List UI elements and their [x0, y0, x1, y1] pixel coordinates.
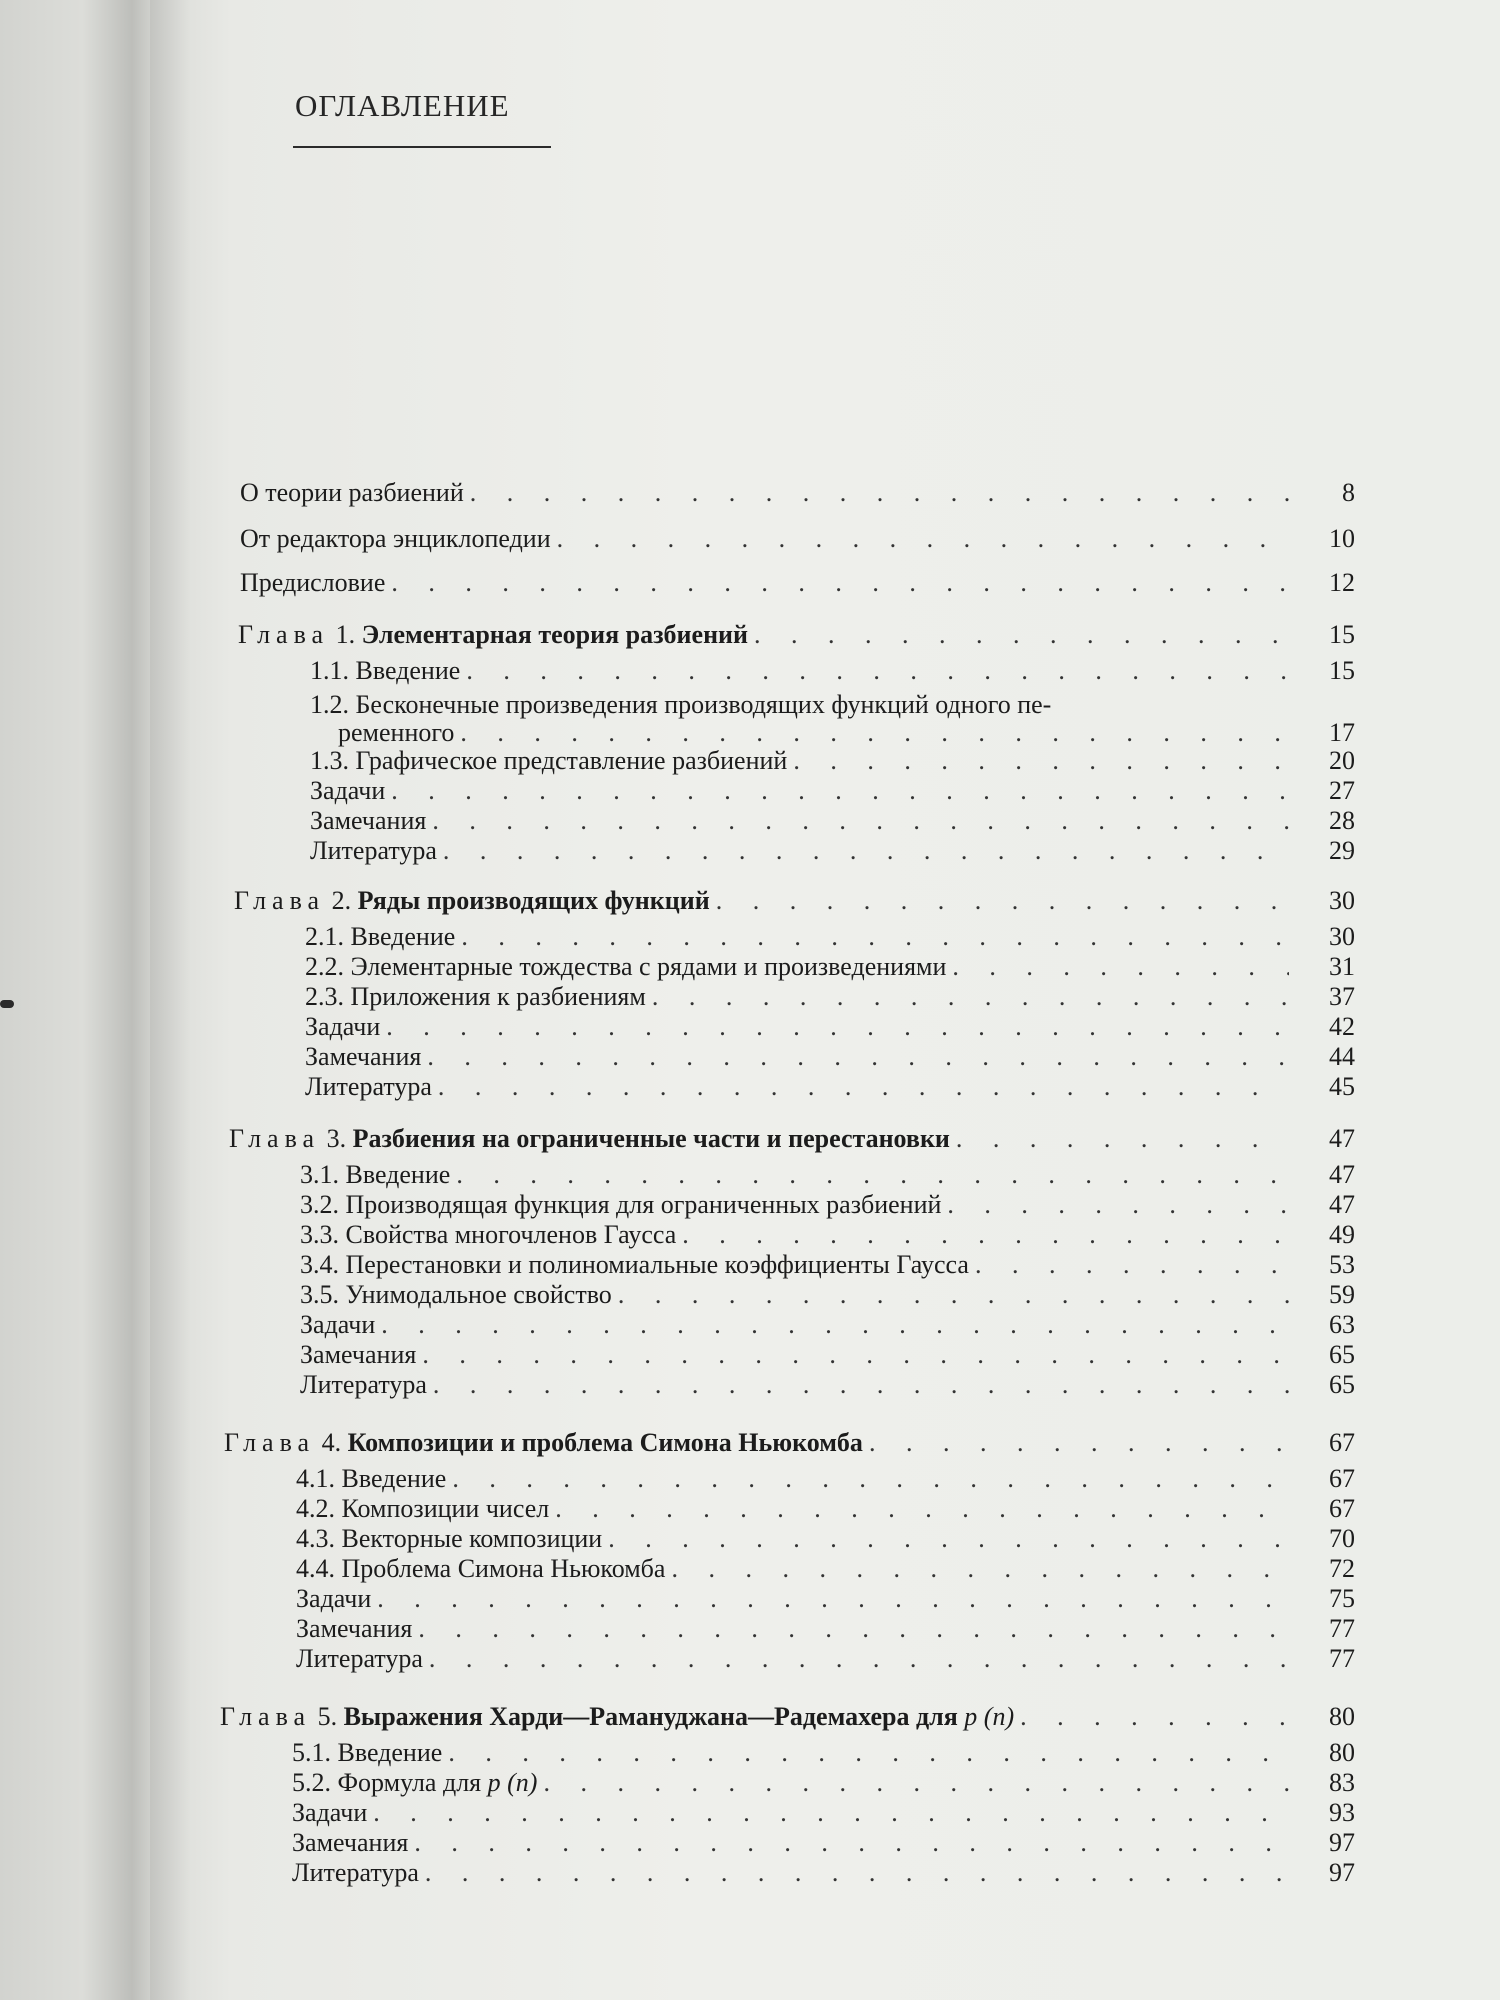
- entry-label: [240, 568, 385, 598]
- entry-label: [296, 1614, 412, 1644]
- dot-leader: [652, 982, 1289, 1012]
- dot-leader: [543, 1768, 1289, 1798]
- page-number: 63: [1329, 1310, 1355, 1339]
- chapter-prefix: Глава: [229, 1124, 321, 1153]
- dot-leader: [429, 1644, 1289, 1674]
- page-number: 47: [1329, 1160, 1355, 1189]
- page-number: 93: [1329, 1798, 1355, 1827]
- section-entry: [292, 1738, 1355, 1768]
- section-text: Литература: [296, 1644, 423, 1673]
- page-number: 75: [1329, 1584, 1355, 1613]
- page-number: 65: [1329, 1370, 1355, 1399]
- section-entry: [310, 690, 1355, 720]
- entry-label: [305, 1012, 380, 1042]
- entry-label: [240, 524, 551, 554]
- section-entry: [305, 922, 1355, 952]
- section-entry: [300, 1190, 1355, 1220]
- page-number: 77: [1329, 1614, 1355, 1643]
- dot-leader: [716, 886, 1289, 916]
- section-text: Задачи: [296, 1584, 372, 1613]
- dot-leader: [947, 1190, 1289, 1220]
- section-entry: [305, 1072, 1355, 1102]
- section-text: Замечания: [296, 1614, 413, 1643]
- page-number: 72: [1329, 1554, 1355, 1583]
- section-entry-continuation: [338, 718, 1355, 748]
- entry-label: [229, 1124, 950, 1154]
- dot-leader: [460, 718, 1289, 748]
- page-number: 27: [1329, 776, 1355, 805]
- dot-leader: [975, 1250, 1289, 1280]
- entry-label: [220, 1702, 1014, 1732]
- dot-leader: [956, 1124, 1289, 1154]
- section-text: 3.5. Унимодальное свойство: [300, 1280, 612, 1309]
- dot-leader: [461, 922, 1289, 952]
- section-entry: [310, 806, 1355, 836]
- page-number: 67: [1329, 1494, 1355, 1523]
- entry-label: [234, 886, 710, 916]
- entry-label: [292, 1828, 408, 1858]
- section-text: Задачи: [310, 776, 386, 805]
- chapter-number: 3.: [326, 1124, 347, 1153]
- dot-leader: [443, 836, 1289, 866]
- chapter-title: Ряды производящих функций: [357, 886, 710, 915]
- section-entry: [292, 1858, 1355, 1888]
- entry-label: [310, 690, 1051, 720]
- chapter-title: Элементарная теория разбиений: [361, 620, 749, 649]
- section-entry: [296, 1554, 1355, 1584]
- chapter-entry: [238, 620, 1355, 650]
- entry-label: [224, 1428, 863, 1458]
- section-text: 1.2. Бесконечные произведения производящих функций одного пе-: [310, 690, 1052, 719]
- page-number: 42: [1329, 1012, 1355, 1041]
- entry-text: От редактора энциклопедии: [240, 524, 551, 553]
- section-text: Замечания: [305, 1042, 422, 1071]
- chapter-number: 2.: [331, 886, 352, 915]
- section-entry: [292, 1768, 1355, 1798]
- chapter-prefix: Глава: [224, 1428, 316, 1457]
- page-number: 53: [1329, 1250, 1355, 1279]
- dot-leader: [433, 1370, 1289, 1400]
- chapter-prefix: Глава: [238, 620, 330, 649]
- entry-label: [296, 1464, 446, 1494]
- section-text: 2.2. Элементарные тождества с рядами и произведениями: [305, 952, 947, 981]
- entry-label: [292, 1768, 537, 1798]
- chapter-number: 1.: [335, 620, 356, 649]
- section-entry: [296, 1614, 1355, 1644]
- dot-leader: [432, 806, 1289, 836]
- entry-label: [305, 1072, 432, 1102]
- section-text: 2.1. Введение: [305, 922, 456, 951]
- page-number: 30: [1329, 886, 1355, 915]
- section-text: 5.2. Формула для: [292, 1768, 482, 1797]
- dot-leader: [438, 1072, 1289, 1102]
- section-text: 4.3. Векторные композиции: [296, 1524, 603, 1553]
- page-number: 44: [1329, 1042, 1355, 1071]
- entry-label: [296, 1554, 665, 1584]
- section-entry: [300, 1160, 1355, 1190]
- section-text: 3.4. Перестановки и полиномиальные коэффициенты Гаусса: [300, 1250, 969, 1279]
- section-text-cont: ременного: [338, 718, 455, 747]
- page-number: 37: [1329, 982, 1355, 1011]
- section-text: Задачи: [300, 1310, 376, 1339]
- section-entry: [310, 776, 1355, 806]
- page-number: 97: [1329, 1858, 1355, 1887]
- dot-leader: [952, 952, 1289, 982]
- chapter-prefix: Глава: [234, 886, 326, 915]
- entry-label: [300, 1190, 941, 1220]
- chapter-prefix: Глава: [220, 1702, 312, 1731]
- dot-leader: [373, 1798, 1289, 1828]
- dot-leader: [466, 656, 1289, 686]
- page-number: 45: [1329, 1072, 1355, 1101]
- page-number: 97: [1329, 1828, 1355, 1857]
- section-text: 1.1. Введение: [310, 656, 461, 685]
- chapter-title: Разбиения на ограниченные части и перестановки: [352, 1124, 950, 1153]
- page-number: 59: [1329, 1280, 1355, 1309]
- section-entry: [296, 1494, 1355, 1524]
- entry-label: [238, 620, 748, 650]
- page-number: 28: [1329, 806, 1355, 835]
- entry-label: [296, 1644, 423, 1674]
- page-number: 65: [1329, 1340, 1355, 1369]
- section-entry: [296, 1464, 1355, 1494]
- chapter-title-math: p (n): [964, 1702, 1015, 1731]
- entry-label: [310, 746, 787, 776]
- entry-label: [310, 776, 385, 806]
- section-text: 4.2. Композиции чисел: [296, 1494, 550, 1523]
- chapter-number: 5.: [317, 1702, 338, 1731]
- section-text: Задачи: [292, 1798, 368, 1827]
- section-text: 3.3. Свойства многочленов Гаусса: [300, 1220, 677, 1249]
- dot-leader: [377, 1584, 1289, 1614]
- dot-leader: [608, 1524, 1289, 1554]
- entry-label: [305, 1042, 421, 1072]
- dot-leader: [793, 746, 1289, 776]
- section-text: Замечания: [300, 1340, 417, 1369]
- page-number: 29: [1329, 836, 1355, 865]
- section-entry: [305, 982, 1355, 1012]
- page-number: 15: [1329, 656, 1355, 685]
- section-text: Литература: [305, 1072, 432, 1101]
- entry-label: [305, 982, 646, 1012]
- page-number: 67: [1329, 1464, 1355, 1493]
- page-number: 10: [1329, 524, 1355, 553]
- dot-leader: [418, 1614, 1289, 1644]
- entry-label: [300, 1310, 375, 1340]
- toc-entry: [240, 478, 1355, 508]
- page-number: 31: [1329, 952, 1355, 981]
- dot-leader: [869, 1428, 1289, 1458]
- entry-text: О теории разбиений: [240, 478, 464, 507]
- dot-leader: [671, 1554, 1289, 1584]
- entry-label: [300, 1340, 416, 1370]
- page-number: 15: [1329, 620, 1355, 649]
- section-text: Замечания: [310, 806, 427, 835]
- chapter-entry: [234, 886, 1355, 916]
- dot-leader: [452, 1464, 1289, 1494]
- dot-leader: [414, 1828, 1289, 1858]
- dot-leader: [618, 1280, 1289, 1310]
- dot-leader: [470, 478, 1289, 508]
- chapter-entry: [220, 1702, 1355, 1732]
- dot-leader: [1020, 1702, 1289, 1732]
- section-entry: [310, 836, 1355, 866]
- entry-label: [292, 1858, 419, 1888]
- chapter-number: 4.: [321, 1428, 342, 1457]
- dot-leader: [557, 524, 1289, 554]
- page-number: 49: [1329, 1220, 1355, 1249]
- chapter-entry: [229, 1124, 1355, 1154]
- entry-label: [296, 1494, 549, 1524]
- page-number: 70: [1329, 1524, 1355, 1553]
- entry-label: [292, 1798, 367, 1828]
- page-number: 8: [1342, 478, 1355, 507]
- section-text: Задачи: [305, 1012, 381, 1041]
- section-entry: [300, 1280, 1355, 1310]
- section-text: Литература: [310, 836, 437, 865]
- dot-leader: [682, 1220, 1289, 1250]
- page-number: 17: [1329, 718, 1355, 747]
- entry-label: [305, 952, 946, 982]
- dot-leader: [427, 1042, 1289, 1072]
- entry-label: [300, 1370, 427, 1400]
- section-text: Литература: [300, 1370, 427, 1399]
- dot-leader: [754, 620, 1289, 650]
- dot-leader: [386, 1012, 1289, 1042]
- entry-label: [292, 1738, 442, 1768]
- page-number: 12: [1329, 568, 1355, 597]
- entry-label: [300, 1280, 612, 1310]
- page-number: 30: [1329, 922, 1355, 951]
- dot-leader: [422, 1340, 1289, 1370]
- section-entry: [300, 1340, 1355, 1370]
- dot-leader: [391, 568, 1289, 598]
- section-text: 4.4. Проблема Симона Ньюкомба: [296, 1554, 666, 1583]
- section-text: 3.2. Производящая функция для ограниченных разбиений: [300, 1190, 942, 1219]
- dot-leader: [425, 1858, 1289, 1888]
- toc-entry: [240, 524, 1355, 554]
- page-number: 80: [1329, 1702, 1355, 1731]
- entry-label: [296, 1524, 602, 1554]
- section-text: 3.1. Введение: [300, 1160, 451, 1189]
- section-text: 2.3. Приложения к разбиениям: [305, 982, 646, 1011]
- entry-label: [305, 922, 455, 952]
- entry-label: [310, 836, 437, 866]
- dot-leader: [456, 1160, 1289, 1190]
- dot-leader: [555, 1494, 1289, 1524]
- page-number: 77: [1329, 1644, 1355, 1673]
- section-text: Замечания: [292, 1828, 409, 1857]
- section-entry: [310, 656, 1355, 686]
- dot-leader: [391, 776, 1289, 806]
- section-entry: [292, 1828, 1355, 1858]
- page-number: 83: [1329, 1768, 1355, 1797]
- entry-label: [240, 478, 464, 508]
- section-entry: [296, 1524, 1355, 1554]
- entry-label: [310, 656, 460, 686]
- section-text: 4.1. Введение: [296, 1464, 447, 1493]
- section-entry: [296, 1644, 1355, 1674]
- section-math: p (n): [487, 1768, 538, 1797]
- page-number: 47: [1329, 1124, 1355, 1153]
- section-entry: [300, 1310, 1355, 1340]
- entry-text: Предисловие: [240, 568, 386, 597]
- section-entry: [296, 1584, 1355, 1614]
- section-text: 5.1. Введение: [292, 1738, 443, 1767]
- page-number: 47: [1329, 1190, 1355, 1219]
- toc-heading: ОГЛАВЛЕНИЕ: [295, 88, 510, 123]
- page-number: 80: [1329, 1738, 1355, 1767]
- entry-label: [338, 718, 454, 748]
- entry-label: [296, 1584, 371, 1614]
- page-number: 67: [1329, 1428, 1355, 1457]
- dot-leader: [381, 1310, 1289, 1340]
- section-entry: [300, 1250, 1355, 1280]
- dot-leader: [448, 1738, 1289, 1768]
- section-entry: [305, 1012, 1355, 1042]
- page-number: 20: [1329, 746, 1355, 775]
- entry-label: [300, 1160, 450, 1190]
- section-entry: [310, 746, 1355, 776]
- section-text: 1.3. Графическое представление разбиений: [310, 746, 788, 775]
- section-entry: [305, 952, 1355, 982]
- entry-label: [310, 806, 426, 836]
- chapter-entry: [224, 1428, 1355, 1458]
- entry-label: [300, 1220, 676, 1250]
- toc-entry: [240, 568, 1355, 598]
- chapter-title: Композиции и проблема Симона Ньюкомба: [347, 1428, 863, 1457]
- section-text: Литература: [292, 1858, 419, 1887]
- section-entry: [305, 1042, 1355, 1072]
- section-entry: [292, 1798, 1355, 1828]
- entry-label: [300, 1250, 969, 1280]
- section-entry: [300, 1370, 1355, 1400]
- section-entry: [300, 1220, 1355, 1250]
- chapter-title: Выражения Харди—Рамануджана—Радемахера для: [343, 1702, 958, 1731]
